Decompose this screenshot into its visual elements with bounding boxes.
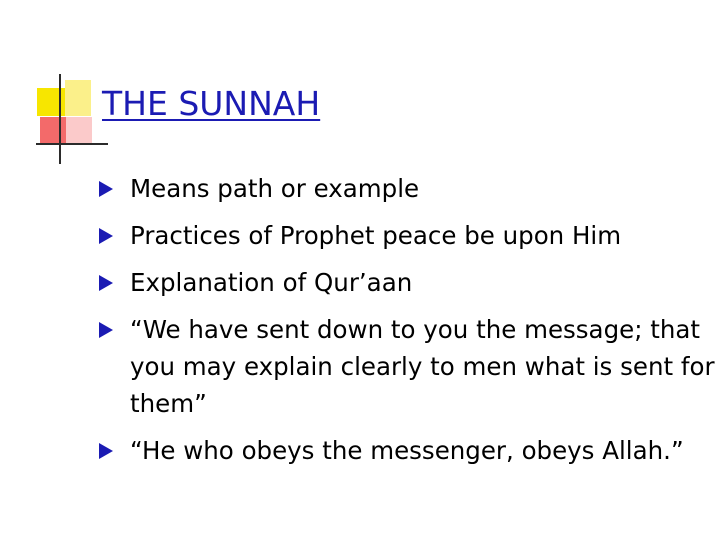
list-item — [96, 170, 716, 207]
decor-line-horizontal — [36, 143, 108, 145]
list-item — [96, 311, 716, 422]
list-item-text: Means path or example — [130, 174, 420, 203]
triangle-bullet-icon — [99, 275, 113, 291]
triangle-bullet-icon — [99, 228, 113, 244]
list-item — [96, 264, 716, 301]
list-item-text: “We have sent down to you the message; that you may explain clearly to men what is sent for them” — [130, 315, 715, 418]
triangle-bullet-icon — [99, 181, 113, 197]
list-item-text: Practices of Prophet peace be upon Him — [130, 221, 622, 250]
bullet-list — [96, 170, 716, 479]
list-item-text: “He who obeys the messenger, obeys Allah.” — [130, 436, 684, 465]
decor-square-pink — [66, 117, 92, 145]
decor-line-vertical — [59, 74, 61, 164]
list-item-text: Explanation of Qur’aan — [130, 268, 413, 297]
decor-square-light-yellow — [65, 80, 91, 116]
decor-square-red — [40, 117, 66, 145]
list-item — [96, 432, 716, 469]
slide-title: THE SUNNAH — [102, 84, 321, 123]
triangle-bullet-icon — [99, 443, 113, 459]
list-item — [96, 217, 716, 254]
triangle-bullet-icon — [99, 322, 113, 338]
